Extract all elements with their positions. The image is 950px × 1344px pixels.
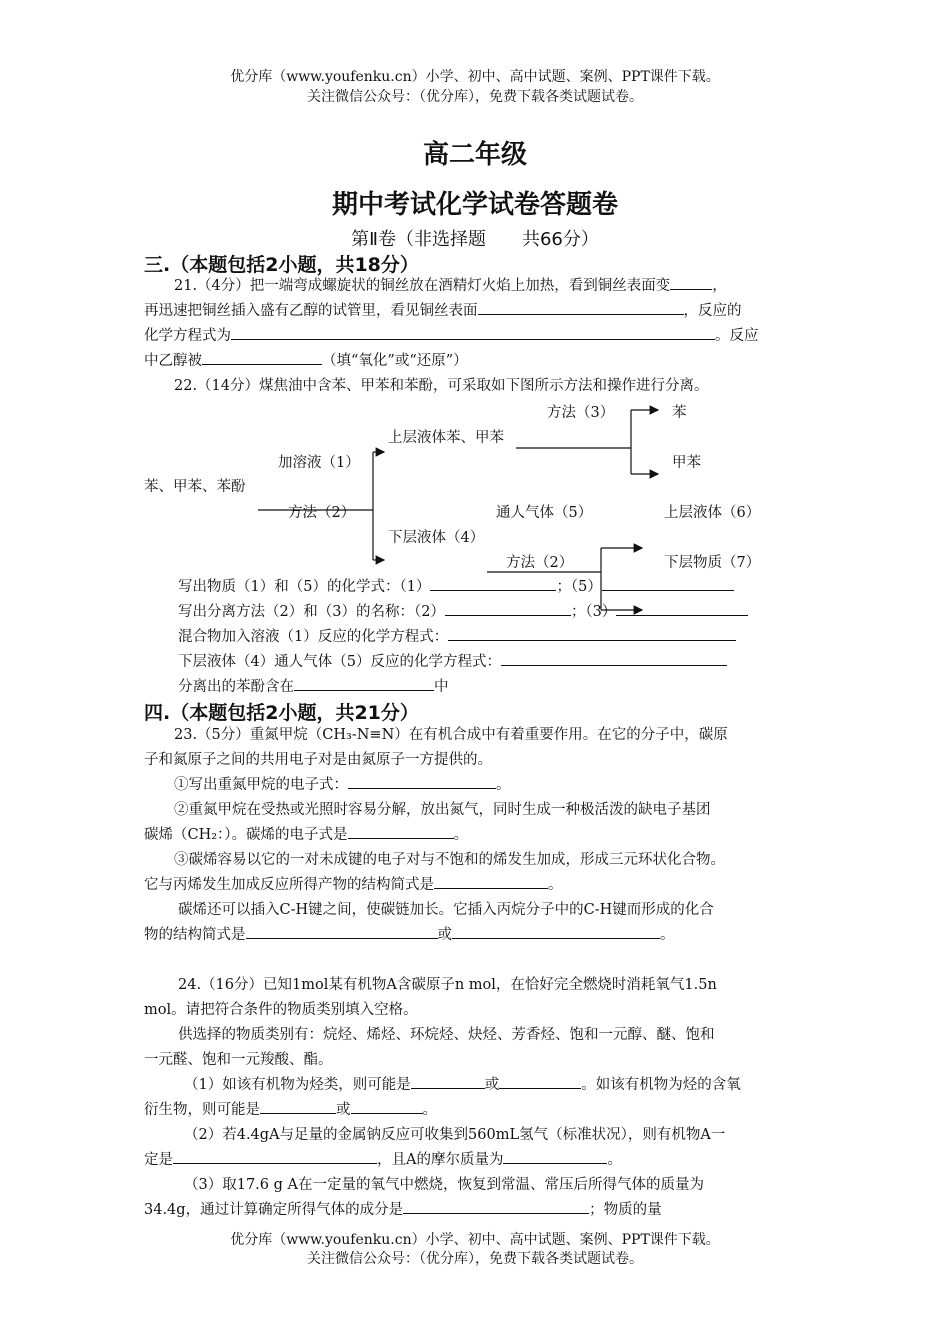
q21-text2-end: ，反应的 xyxy=(683,303,742,319)
q22-write5 xyxy=(178,675,449,700)
q24-line1: 24.（16分）已知1mol某有机物A含碳原子n mol，在恰好完全燃烧时消耗氧气1.5n xyxy=(178,977,717,993)
answer-blank[interactable] xyxy=(503,1148,607,1164)
q24-text8-end: 。 xyxy=(607,1152,622,1168)
q23-line2: 子和氮原子之间的共用电子对是由氮原子一方提供的。 xyxy=(144,752,492,768)
diagram-upper6: 上层液体（6） xyxy=(664,505,761,521)
q24-text5: （1）如该有机物为烃类，则可能是 xyxy=(184,1077,411,1093)
q23-line1: 23.（5分）重氮甲烷（CH₃-N≡N）在有机合成中有着重要作用。在它的分子中，碳原 xyxy=(174,727,728,743)
answer-blank[interactable] xyxy=(403,1198,589,1214)
q21-text3: 化学方程式为 xyxy=(144,328,231,344)
answer-blank[interactable] xyxy=(246,923,438,939)
title-part: 第Ⅱ卷（非选择题 共66分） xyxy=(351,229,599,250)
diagram-toluene: 甲苯 xyxy=(672,455,701,471)
q24-line2: mol。请把符合条件的物质类别填入空格。 xyxy=(144,1002,418,1018)
answer-blank[interactable] xyxy=(499,1073,581,1089)
diagram-gas: 通人气体（5） xyxy=(496,505,593,521)
q22-w5-end: 中 xyxy=(434,679,449,695)
q22-write2 xyxy=(178,600,748,625)
header-line2: 关注微信公众号：（优分库），免费下载各类试题试卷。 xyxy=(307,89,643,105)
title-grade: 高二年级 xyxy=(422,140,527,170)
q22-intro: 22.（14分）煤焦油中含苯、甲苯和苯酚，可采取如下图所示方法和操作进行分离。 xyxy=(174,378,709,394)
footer-line1: 优分库（www.youfenku.cn）小学、初中、高中试题、案例、PPT课件下载。 xyxy=(230,1232,720,1248)
answer-blank[interactable] xyxy=(348,823,454,839)
answer-blank[interactable] xyxy=(501,650,727,666)
q22-w5-text: 分离出的苯酚含在 xyxy=(178,679,294,695)
q23-text3-end: 。 xyxy=(496,777,511,793)
footer-line2: 关注微信公众号：（优分库），免费下载各类试题试卷。 xyxy=(307,1251,643,1267)
diagram-start: 苯、甲苯、苯酚 xyxy=(144,479,246,495)
q23-text9: 物的结构简式是 xyxy=(144,927,246,943)
q21-text1-end: ， xyxy=(712,278,727,294)
answer-blank[interactable] xyxy=(348,773,496,789)
answer-blank[interactable] xyxy=(294,675,434,691)
q22-w2b-text: ；（3） xyxy=(570,604,617,620)
q24-text6: 衍生物，则可能是 xyxy=(144,1102,260,1118)
q24-line10 xyxy=(144,1198,662,1223)
answer-blank[interactable] xyxy=(351,1098,423,1114)
q22-w4-text: 下层液体（4）通人气体（5）反应的化学方程式： xyxy=(178,654,501,670)
q24-line6 xyxy=(144,1098,437,1123)
diagram-method3: 方法（3） xyxy=(547,405,615,421)
diagram-benzene: 苯 xyxy=(672,405,687,421)
answer-blank[interactable] xyxy=(445,600,571,616)
q24-line5 xyxy=(184,1073,741,1098)
answer-blank[interactable] xyxy=(430,575,556,591)
q24-text10: 34.4g，通过计算确定所得气体的成分是 xyxy=(144,1202,404,1218)
q23-text7-end: 。 xyxy=(548,877,563,893)
q24-line3: 供选择的物质类别有：烷烃、烯烃、环烷烃、炔烃、芳香烃、饱和一元醇、醚、饱和 xyxy=(178,1027,715,1043)
q24-text8: 定是 xyxy=(144,1152,173,1168)
q24-line4: 一元醛、饱和一元羧酸、酯。 xyxy=(144,1052,333,1068)
diagram-upper-liquid: 上层液体苯、甲苯 xyxy=(388,430,504,446)
header-line1: 优分库（www.youfenku.cn）小学、初中、高中试题、案例、PPT课件下载。 xyxy=(230,69,720,85)
q24-line9: （3）取17.6 g A在一定量的氧气中燃烧，恢复到常温、常压后所得气体的质量为 xyxy=(184,1177,704,1193)
q22-w1-text: 写出物质（1）和（5）的化学式：（1） xyxy=(178,579,431,595)
q23-text3: ①写出重氮甲烷的电子式： xyxy=(174,777,348,793)
q21-text3-end: 。反应 xyxy=(715,328,759,344)
q22-w1b-text: ；（5） xyxy=(556,579,602,595)
q24-text8-mid: ，且A的摩尔质量为 xyxy=(377,1152,504,1168)
diagram-lower-liquid: 下层液体（4） xyxy=(388,530,485,546)
q23-text9-mid: 或 xyxy=(437,927,452,943)
q24-text6-mid: 或 xyxy=(336,1102,351,1118)
q23-line9 xyxy=(144,923,675,948)
q23-text5-end: 。 xyxy=(453,827,469,843)
q24-line7: （2）若4.4gA与足量的金属钠反应可收集到560mL氢气（标准状况），则有机物A一 xyxy=(184,1127,726,1143)
q22-write1 xyxy=(178,575,734,600)
q22-write4 xyxy=(178,650,727,675)
q24-text6-end: 。 xyxy=(422,1102,437,1118)
answer-blank[interactable] xyxy=(260,1098,336,1114)
q23-line4: ②重氮甲烷在受热或光照时容易分解，放出氮气，同时生成一种极活泼的缺电子基团 xyxy=(174,802,711,818)
diagram-method2b: 方法（2） xyxy=(506,555,574,571)
section3-heading: 三.（本题包括2小题，共18分） xyxy=(144,254,419,276)
q24-text10-end: ；物质的量 xyxy=(589,1202,662,1218)
q23-text5: 碳烯（CH₂：）。碳烯的电子式是 xyxy=(144,827,348,843)
q21-text2: 再迅速把铜丝插入盛有乙醇的试管里，看见铜丝表面 xyxy=(144,303,478,319)
q21-text4: 中乙醇被 xyxy=(144,353,202,369)
section4-heading: 四.（本题包括2小题，共21分） xyxy=(144,702,419,724)
diagram-method2: 方法（2） xyxy=(288,505,356,521)
q23-text9-end: 。 xyxy=(660,927,675,943)
q23-line7 xyxy=(144,873,563,898)
answer-blank[interactable] xyxy=(602,575,734,591)
answer-blank[interactable] xyxy=(452,923,660,939)
q23-line3 xyxy=(174,773,511,798)
answer-blank[interactable] xyxy=(448,625,736,641)
q23-text7: 它与丙烯发生加成反应所得产物的结构简式是 xyxy=(144,877,434,893)
q22-write3 xyxy=(178,625,736,650)
diagram-add-solution: 加溶液（1） xyxy=(278,455,360,471)
title-exam: 期中考试化学试卷答题卷 xyxy=(331,190,618,220)
q24-line8 xyxy=(144,1148,622,1173)
q22-w3-text: 混合物加入溶液（1）反应的化学方程式： xyxy=(178,629,449,645)
q24-text5-end: 。如该有机物为烃的含氧 xyxy=(581,1077,741,1093)
q21-text4-end: （填“氧化”或“还原”） xyxy=(322,353,468,369)
answer-blank[interactable] xyxy=(434,873,548,889)
q23-line5 xyxy=(144,823,468,848)
answer-blank[interactable] xyxy=(173,1148,377,1164)
q24-text5-mid: 或 xyxy=(484,1077,500,1093)
answer-blank[interactable] xyxy=(411,1073,485,1089)
answer-blank[interactable] xyxy=(616,600,748,616)
q23-line6: ③碳烯容易以它的一对未成键的电子对与不饱和的烯发生加成，形成三元环状化合物。 xyxy=(174,852,725,868)
q22-w2-text: 写出分离方法（2）和（3）的名称：（2） xyxy=(178,604,445,620)
q21-text1: 21.（4分）把一端弯成螺旋状的铜丝放在酒精灯火焰上加热，看到铜丝表面变 xyxy=(174,278,671,294)
q23-line8: 碳烯还可以插入C-H键之间，使碳链加长。它插入丙烷分子中的C-H键而形成的化合 xyxy=(178,902,714,918)
diagram-lower7: 下层物质（7） xyxy=(664,555,761,571)
